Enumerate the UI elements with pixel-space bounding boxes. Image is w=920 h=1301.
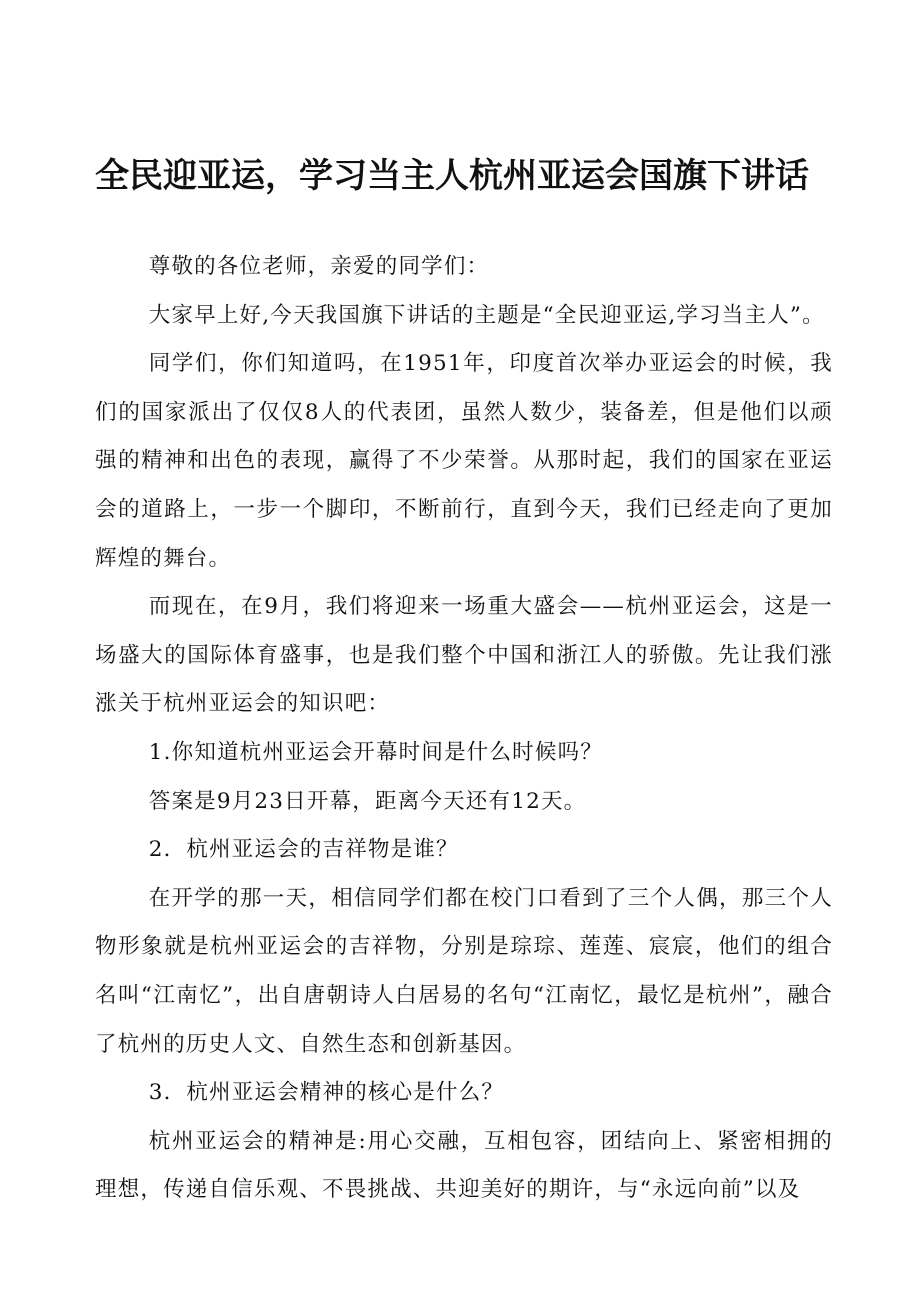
question-2: 2．杭州亚运会的吉祥物是谁？ — [148, 837, 459, 863]
event-intro-paragraph: 而现在，在9月，我们将迎来一场重大盛会——杭州亚运会，这是一场盛大的国际体育盛事，也是我们整个中国和浙江人的骄傲。先让我们涨涨关于杭州亚运会的知识吧： — [95, 594, 833, 717]
answer-1: 答案是9月23日开幕，距离今天还有12天。 — [148, 788, 587, 814]
document-title: 全民迎亚运，学习当主人杭州亚运会国旗下讲话 — [95, 156, 809, 196]
answer-3: 杭州亚运会的精神是:用心交融，互相包容，团结向上、紧密相拥的理想，传递自信乐观、不畏挑战、共迎美好的期许，与“永远向前”以及 — [95, 1128, 833, 1203]
question-3: 3．杭州亚运会精神的核心是什么？ — [148, 1080, 505, 1106]
document-body — [95, 243, 833, 1215]
greeting-paragraph: 尊敬的各位老师，亲爱的同学们： — [148, 254, 490, 279]
question-1: 1.你知道杭州亚运会开幕时间是什么时候吗？ — [148, 739, 603, 765]
history-paragraph: 同学们，你们知道吗，在1951年，印度首次举办亚运会的时候，我们的国家派出了仅仅8人的代表团，虽然人数少，装备差，但是他们以顽强的精神和出色的表现，赢得了不少荣誉。从那时起，我们的国家在亚运会的道路上，一步一个脚印，不断前行，直到今天，我们已经走向了更加辉煌的舞台。 — [95, 351, 833, 571]
answer-2: 在开学的那一天，相信同学们都在校门口看到了三个人偶，那三个人物形象就是杭州亚运会的吉祥物，分别是琮琮、莲莲、宸宸，他们的组合名叫“江南忆”，出自唐朝诗人白居易的名句“江南忆，最忆是杭州”，融合了杭州的历史人文、自然生态和创新基因。 — [95, 885, 833, 1057]
opening-paragraph: 大家早上好,今天我国旗下讲话的主题是“全民迎亚运,学习当主人”。 — [148, 302, 825, 328]
